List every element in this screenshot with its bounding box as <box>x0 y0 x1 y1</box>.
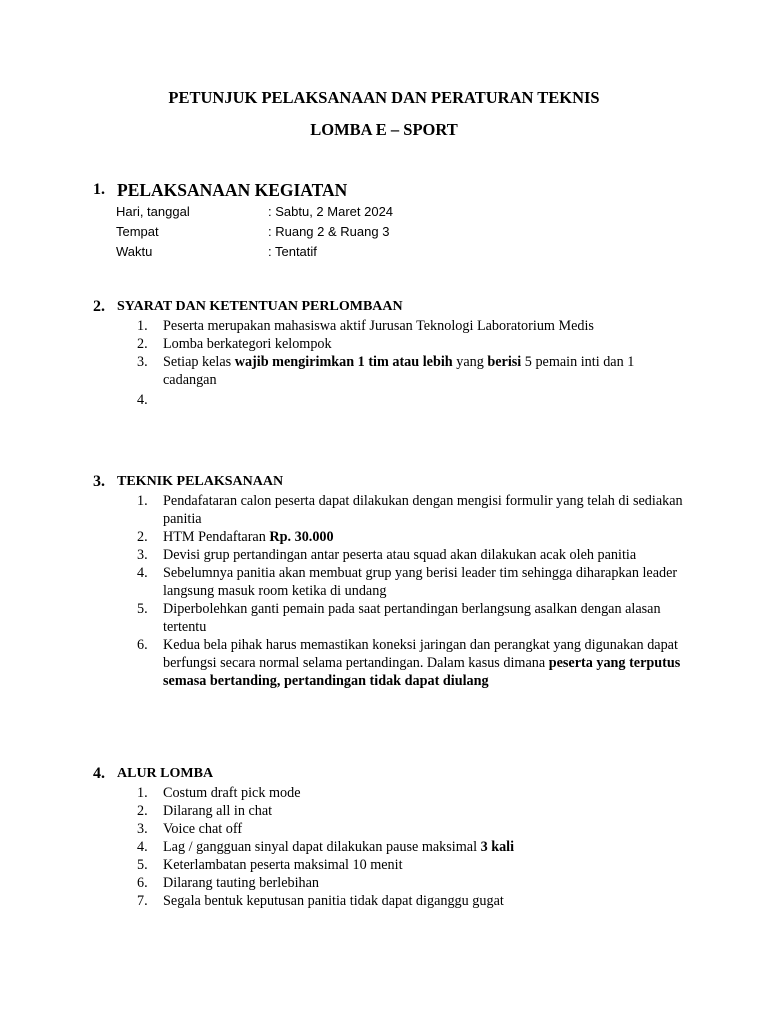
list-item <box>93 335 688 353</box>
info-value: : Ruang 2 & Ruang 3 <box>268 224 390 239</box>
info-value: : Tentatif <box>268 244 317 259</box>
info-label: Hari, tanggal <box>116 204 190 219</box>
item-text: Costum draft pick mode <box>163 785 301 801</box>
section-title: PELAKSANAAN KEGIATAN <box>117 180 348 200</box>
section-title: ALUR LOMBA <box>117 766 214 781</box>
list-item <box>93 892 688 910</box>
item-text-bold: wajib mengirimkan 1 tim atau lebih <box>234 354 453 370</box>
document-subtitle: LOMBA E – SPORT <box>310 120 458 139</box>
item-text-bold: 3 kali <box>480 839 515 855</box>
section-heading <box>93 297 688 317</box>
item-text: Keterlambatan peserta maksimal 10 menit <box>163 857 403 873</box>
item-number: 2. <box>137 529 148 545</box>
item-number: 6. <box>137 637 148 653</box>
list-item <box>93 874 688 892</box>
list-item <box>93 838 688 856</box>
list-item <box>93 353 688 389</box>
item-text-bold: Rp. 30.000 <box>269 529 334 545</box>
item-number: 2. <box>137 336 148 352</box>
procedure-list <box>93 492 688 690</box>
list-item <box>93 492 688 528</box>
item-number: 4. <box>137 392 148 408</box>
info-label: Waktu <box>116 244 153 259</box>
document-title: PETUNJUK PELAKSANAAN DAN PERATURAN TEKNIS <box>168 88 600 107</box>
list-item <box>93 564 688 600</box>
info-row-date <box>116 202 688 222</box>
item-number: 3. <box>137 547 148 563</box>
item-number: 4. <box>137 565 148 581</box>
item-number: 3. <box>137 354 148 370</box>
item-text: Dilarang all in chat <box>163 803 273 819</box>
list-item <box>93 317 688 335</box>
item-text-bold: berisi <box>487 354 522 370</box>
item-number: 1. <box>137 785 148 801</box>
list-item <box>93 820 688 838</box>
item-number: 7. <box>137 893 148 909</box>
item-number: 3. <box>137 821 148 837</box>
list-item <box>93 784 688 802</box>
list-item <box>93 600 688 636</box>
item-text-bold: peserta yang terputus semasa bertanding, pertandingan tidak dapat diulang <box>163 655 681 689</box>
list-item <box>93 856 688 874</box>
item-text: yang <box>452 354 488 370</box>
list-item <box>93 528 688 546</box>
item-number: 1. <box>137 493 148 509</box>
item-text: Diperbolehkan ganti pemain pada saat pertandingan berlangsung asalkan dengan alasan tertentu <box>163 601 661 635</box>
section-number: 1. <box>93 181 105 198</box>
item-text: Sebelumnya panitia akan membuat grup yang berisi leader tim sehingga diharapkan leader langsung masuk room ketika di undang <box>163 565 678 599</box>
section-title: TEKNIK PELAKSANAAN <box>117 474 284 489</box>
section-teknik-pelaksanaan <box>93 472 688 690</box>
info-label: Tempat <box>116 224 159 239</box>
info-row-time <box>116 242 688 262</box>
item-number: 4. <box>137 839 148 855</box>
item-text: Setiap kelas <box>163 354 235 370</box>
section-heading <box>93 472 688 492</box>
requirements-list <box>93 317 688 409</box>
section-number: 3. <box>93 473 105 490</box>
event-info-table <box>116 202 688 262</box>
section-heading <box>93 180 688 200</box>
item-number: 1. <box>137 318 148 334</box>
section-syarat-ketentuan <box>93 297 688 409</box>
competition-flow-list <box>93 784 688 910</box>
list-item <box>93 546 688 564</box>
item-text: Voice chat off <box>163 821 243 837</box>
item-text: Dilarang tauting berlebihan <box>163 875 320 891</box>
list-item <box>93 636 688 690</box>
info-row-place <box>116 222 688 242</box>
item-text: Devisi grup pertandingan antar peserta atau squad akan dilakukan acak oleh panitia <box>163 547 637 563</box>
item-number: 6. <box>137 875 148 891</box>
section-heading <box>93 764 688 784</box>
item-text: 5 pemain inti dan 1 cadangan <box>163 354 635 388</box>
item-text: HTM Pendaftaran <box>163 529 270 545</box>
list-item <box>93 802 688 820</box>
item-text: Lomba berkategori kelompok <box>163 336 332 352</box>
item-text: Segala bentuk keputusan panitia tidak dapat diganggu gugat <box>163 893 504 909</box>
section-number: 4. <box>93 765 105 782</box>
item-number: 5. <box>137 857 148 873</box>
item-number: 5. <box>137 601 148 617</box>
list-item-empty <box>93 389 688 409</box>
item-text: Peserta merupakan mahasiswa aktif Jurusan Teknologi Laboratorium Medis <box>163 318 594 334</box>
item-text: Kedua bela pihak harus memastikan koneksi jaringan dan perangkat yang digunakan dapat berfungsi secara normal selama pertandingan. Dalam kasus dimana <box>163 637 678 671</box>
item-text: Pendafataran calon peserta dapat dilakukan dengan mengisi formulir yang telah di sediakan panitia <box>163 493 683 527</box>
item-number: 2. <box>137 803 148 819</box>
section-pelaksanaan-kegiatan <box>93 180 688 262</box>
info-value: : Sabtu, 2 Maret 2024 <box>268 204 394 219</box>
item-text: Lag / gangguan sinyal dapat dilakukan pause maksimal <box>163 839 481 855</box>
section-number: 2. <box>93 298 105 315</box>
section-alur-lomba <box>93 764 688 910</box>
section-title: SYARAT DAN KETENTUAN PERLOMBAAN <box>117 299 403 314</box>
